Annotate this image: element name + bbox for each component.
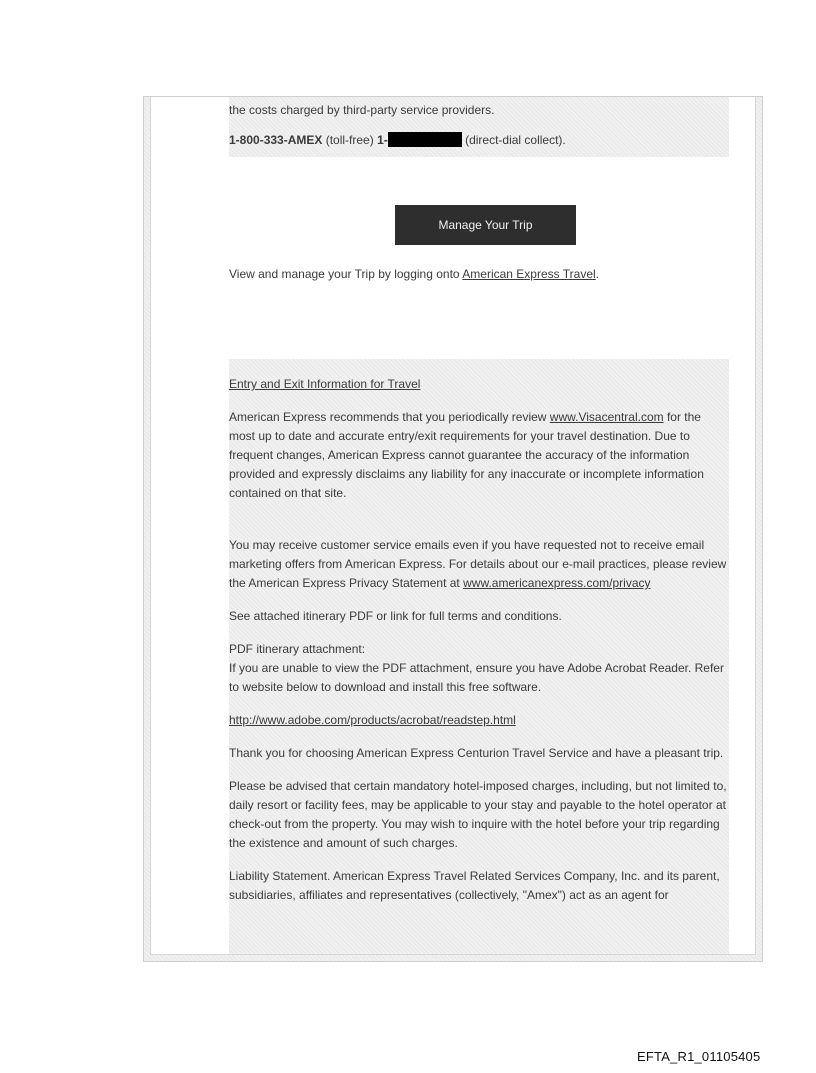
visacentral-text-b: for the most up to date and accurate entry/exit requirements for your travel destination. Due to frequent changes, American Express cannot guarantee the accuracy of the information provided and expressly disclaims any liability for any inaccurate or incomplete information contained on that site. [229, 410, 704, 500]
email-frame [143, 96, 763, 962]
entry-exit-link[interactable]: Entry and Exit Information for Travel [229, 377, 421, 391]
email-body [150, 97, 756, 955]
direct-number-prefix: 1- [377, 133, 388, 147]
costs-line: the costs charged by third-party service providers. [229, 103, 495, 117]
manage-trip-button[interactable]: Manage Your Trip [395, 205, 576, 245]
view-end: . [595, 267, 600, 281]
privacy-paragraph [229, 536, 729, 593]
liability-paragraph: Liability Statement. American Express Travel Related Services Company, Inc. and its parent, subsidiaries, affiliates and representatives (collectively, "Amex") act as an agent for [229, 869, 720, 902]
info-block [229, 359, 729, 954]
visacentral-paragraph [229, 408, 729, 503]
contact-block [229, 97, 729, 157]
privacy-link[interactable]: www.americanexpress.com/privacy [463, 576, 651, 590]
pdf-heading: PDF itinerary attachment: [229, 642, 366, 656]
document-id: EFTA_R1_01105405 [637, 1049, 761, 1064]
visacentral-link[interactable]: www.Visacentral.com [549, 410, 664, 424]
pdf-text: If you are unable to view the PDF attachment, ensure you have Adobe Acrobat Reader. Refer to website below to download and install this free software. [229, 661, 724, 694]
privacy-text: You may receive customer service emails even if you have requested not to receive email marketing offers from American Express. For details about our e-mail practices, please review the American Express Privacy Statement at [229, 538, 727, 590]
pdf-paragraph [229, 640, 729, 697]
tollfree-label: (toll-free) [322, 133, 378, 147]
direct-label: (direct-dial collect). [461, 133, 566, 147]
phone-line [229, 131, 729, 150]
visacentral-text-a: American Express recommends that you periodically review [229, 410, 550, 424]
amex-travel-link[interactable]: American Express Travel [462, 267, 596, 281]
tollfree-number: 1-800-333-AMEX [229, 133, 323, 147]
entry-exit-heading [229, 375, 729, 394]
view-manage-line [229, 267, 599, 281]
thanks-paragraph: Thank you for choosing American Express Centurion Travel Service and have a pleasant trip. [229, 746, 724, 760]
terms-paragraph: See attached itinerary PDF or link for full terms and conditions. [229, 609, 562, 623]
redaction-box [388, 132, 462, 147]
hotel-charges-paragraph: Please be advised that certain mandatory hotel-imposed charges, including, but not limited to, daily resort or facility fees, may be applicable to your stay and payable to the hotel operator at check-out from the property. You may wish to inquire with the hotel before your trip regarding the existence and amount of such charges. [229, 779, 727, 850]
adobe-paragraph [229, 711, 729, 730]
view-text: View and manage your Trip by logging onto [229, 267, 463, 281]
adobe-link[interactable]: http://www.adobe.com/products/acrobat/readstep.html [229, 713, 516, 727]
